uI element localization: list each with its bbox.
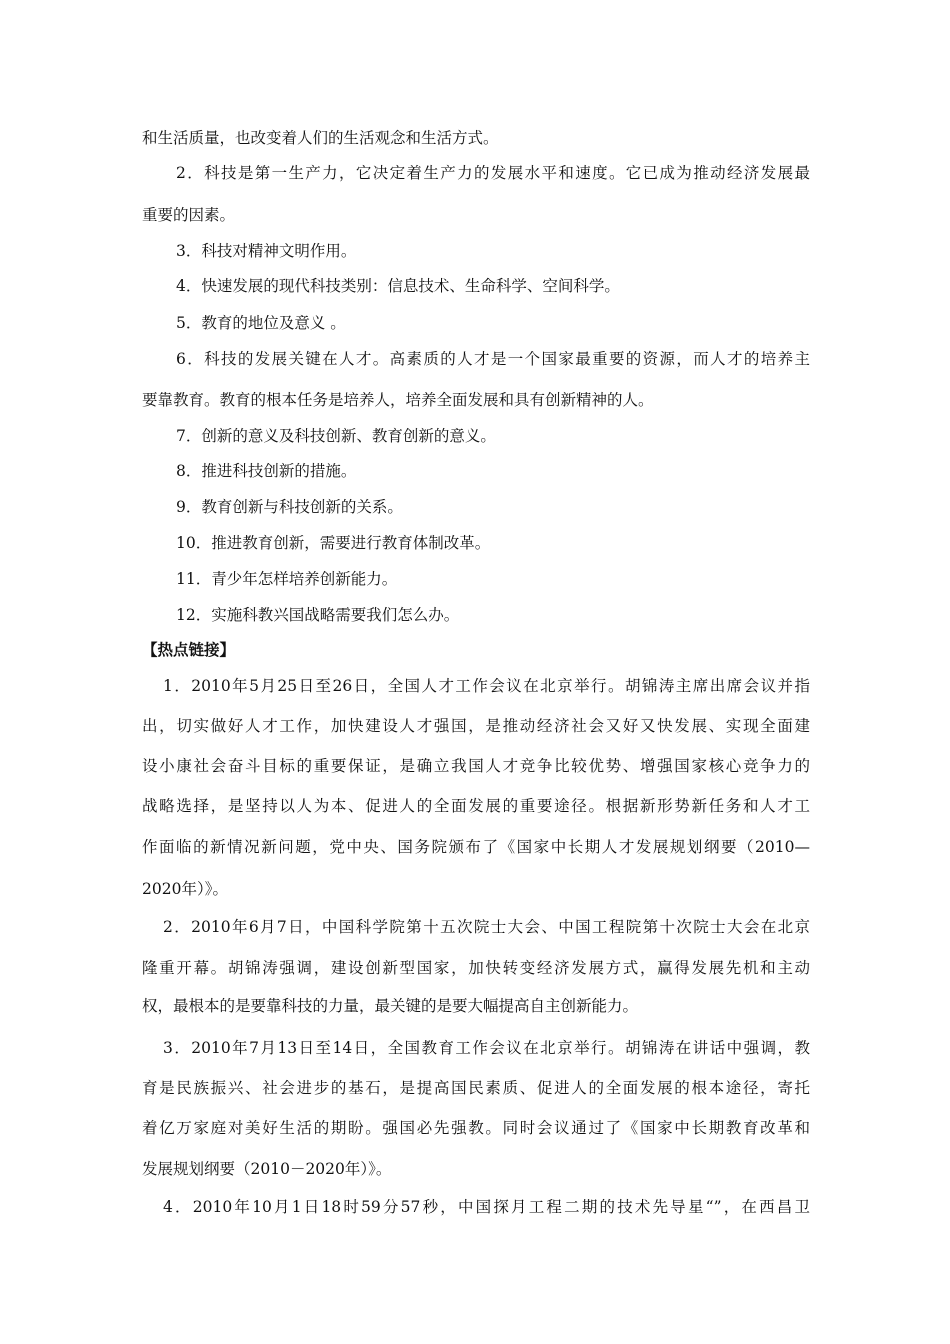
text-line: 权，最根本的是要靠科技的力量，最关键的是要大幅提高自主创新能力。 xyxy=(142,997,639,1015)
list-item-11: 11．青少年怎样培养创新能力。 xyxy=(176,570,398,588)
hotspot-item-3: 3．2010年7月13日至14日，全国教育工作会议在北京举行。胡锦涛在讲话中强调，教 xyxy=(163,1039,810,1057)
list-item-2: 2．科技是第一生产力，它决定着生产力的发展水平和速度。它已成为推动经济发展最 xyxy=(176,164,810,182)
text-line: 作面临的新情况新问题，党中央、国务院颁布了《国家中长期人才发展规划纲要（2010— xyxy=(142,838,810,856)
text-line: 隆重开幕。胡锦涛强调，建设创新型国家，加快转变经济发展方式，赢得发展先机和主动 xyxy=(142,959,810,977)
list-item-3: 3．科技对精神文明作用。 xyxy=(176,242,357,260)
list-item-4: 4．快速发展的现代科技类别：信息技术、生命科学、空间科学。 xyxy=(176,277,620,295)
text-line: 着亿万家庭对美好生活的期盼。强国必先强教。同时会议通过了《国家中长期教育改革和 xyxy=(142,1119,810,1137)
text-line: 2020年）》。 xyxy=(142,880,228,898)
hotspot-item-4: 4．2010年10月1日18时59分57秒，中国探月工程二期的技术先导星“”，在西昌卫 xyxy=(163,1198,810,1216)
text-line: 要靠教育。教育的根本任务是培养人，培养全面发展和具有创新精神的人。 xyxy=(142,391,654,409)
text-line: 发展规划纲要（2010－2020年）》。 xyxy=(142,1160,392,1178)
text-line: 重要的因素。 xyxy=(142,206,236,224)
text-line: 育是民族振兴、社会进步的基石，是提高国民素质、促进人的全面发展的根本途径，寄托 xyxy=(142,1079,810,1097)
list-item-5: 5．教育的地位及意义 。 xyxy=(176,314,346,332)
list-item-10: 10．推进教育创新，需要进行教育体制改革。 xyxy=(176,534,491,552)
list-item-8: 8．推进科技创新的措施。 xyxy=(176,462,357,480)
hotspot-item-1: 1．2010年5月25日至26日，全国人才工作会议在北京举行。胡锦涛主席出席会议并指 xyxy=(163,677,810,695)
text-line: 出，切实做好人才工作，加快建设人才强国，是推动经济社会又好又快发展、实现全面建 xyxy=(142,717,810,735)
list-item-9: 9．教育创新与科技创新的关系。 xyxy=(176,498,403,516)
hotspot-item-2: 2．2010年6月7日，中国科学院第十五次院士大会、中国工程院第十次院士大会在北京 xyxy=(163,918,810,936)
text-line: 设小康社会奋斗目标的重要保证，是确立我国人才竞争比较优势、增强国家核心竞争力的 xyxy=(142,757,810,775)
list-item-7: 7．创新的意义及科技创新、教育创新的意义。 xyxy=(176,427,496,445)
list-item-6: 6．科技的发展关键在人才。高素质的人才是一个国家最重要的资源，而人才的培养主 xyxy=(176,350,810,368)
text-line: 战略选择，是坚持以人为本、促进人的全面发展的重要途径。根据新形势新任务和人才工 xyxy=(142,797,810,815)
list-item-12: 12．实施科教兴国战略需要我们怎么办。 xyxy=(176,606,460,624)
text-line: 和生活质量，也改变着人们的生活观念和生活方式。 xyxy=(142,129,499,147)
section-heading: 【热点链接】 xyxy=(142,641,236,659)
